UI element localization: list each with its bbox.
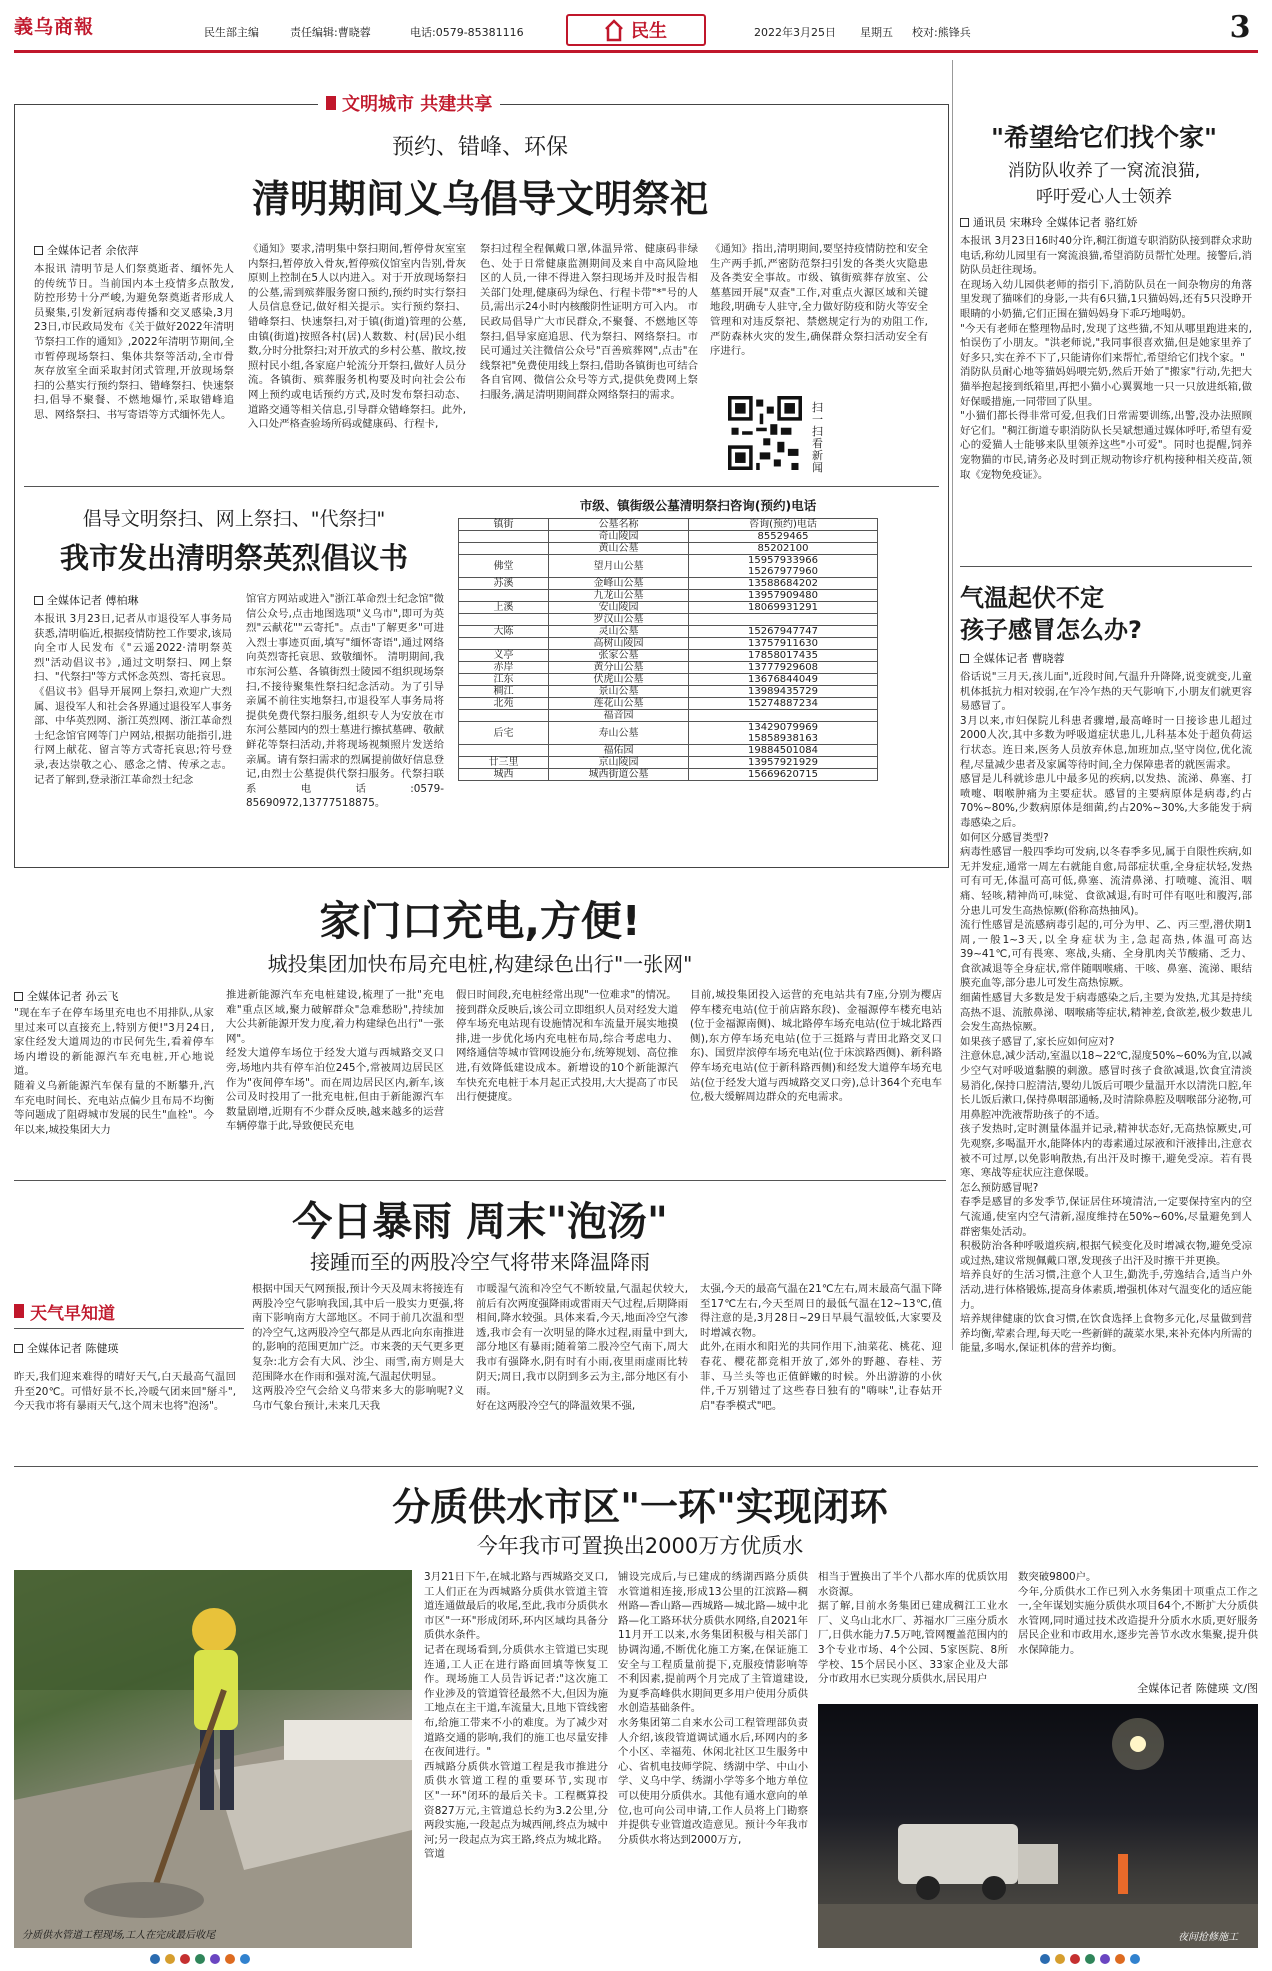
- article4-subtitle: 接踵而至的两股冷空气将带来降温降雨: [310, 1250, 650, 1274]
- article4-byline: 全媒体记者 陈健瑛: [14, 1340, 234, 1356]
- table-header: 咨询(预约)电话: [689, 519, 878, 531]
- night-scene-icon: [818, 1704, 1258, 1948]
- section-badge: [566, 14, 706, 46]
- house-icon: [605, 19, 623, 41]
- article3-col4: 目前,城投集团投入运营的充电站共有7座,分别为樱店停车楼充电站(位于前店路东段)、金福源停车楼充电站(位于金福源南侧)、城北路停车场充电站(位于城北路西侧),东方停车场充电站(位于三挺路与青田北路交叉口东)、国贸岸滨停车场充电站(位于床滨路西侧)、新科路停车场充电站(位于新科路西侧)和经发大道停车场充电站(位于经发大道与西城路交叉口旁),总计364个充电车位,极大缓解周边群众的充电需求。: [690, 989, 942, 1104]
- table-cell-town: 赤岸: [459, 662, 549, 674]
- construction-scene-icon: [14, 1570, 412, 1948]
- footer-dot-icon: [240, 1954, 250, 1964]
- article5-col3: 相当于置换出了半个八都水库的优质饮用水资源。 据了解,目前水务集团已建成稠江工业水厂、义乌山北水厂、苏福水厂三座分质水厂,日供水能力7.5万吨,管网覆盖范围内的3个专业市场、4个公园、5家医院、8所学校、15个居民小区、33家企业及大部分市政用水已实现分质供水,居民用户: [818, 1571, 1008, 1686]
- table-cell-phone: 13957921929: [689, 757, 878, 769]
- article4-title: 今日暴雨 周末"泡汤": [292, 1199, 668, 1245]
- masthead-rule: [14, 50, 1258, 53]
- table-cell-cemetery: 奇山陵园: [549, 531, 689, 543]
- footer-dot-icon: [1115, 1954, 1125, 1964]
- sidebar-column-rule: [952, 60, 953, 1350]
- qr-code-icon: [728, 396, 802, 470]
- table-row: [459, 590, 878, 602]
- label-square-icon: [326, 96, 336, 110]
- table-row: [459, 710, 878, 722]
- table-cell-cemetery: 莲花山公墓: [549, 698, 689, 710]
- article4-col3: 市暖湿气流和冷空气不断较量,气温起伏较大,前后有次两度强降雨或雷雨天气过程,后期降雨相间,降水较强。具体来看,今天,地面冷空气渗透,我市会有一次明显的降水过程,雨量中到大,部分地区有暴雨;随着第二股冷空气南下,周大我市有强降水,阴有时有小雨,夜里雨虚雨比转阴天;周日,我市以阴到多云为主,部分地区有小雨。 好在这两股冷空气的降温效果不强,: [476, 1283, 688, 1412]
- table-cell-town: 佛堂: [459, 555, 549, 578]
- table-cell-cemetery: 景山公墓: [549, 686, 689, 698]
- article5-title: 分质供水市区"一环"实现闭环: [392, 1485, 888, 1529]
- footer-dot-icon: [1055, 1954, 1065, 1964]
- table-cell-phone: [689, 710, 878, 722]
- table-cell-cemetery: 金峰山公墓: [549, 578, 689, 590]
- article3-col1: "现在车子在停车场里充电也不用排队,从家里过来可以直接充上,特别方便!"3月24日,家住经发大道周边的市民何先生,看着停车场内增设的新能源汽车充电桩,开心地说道。 随着义乌新能源汽车保有量的不断攀升,汽车充电时间长、充电站点偏少且布局不均衡等问题成了阻碍城市发展的民生"血栓"。今年以来,城投集团大力: [14, 1007, 214, 1136]
- table-cell-town: 义亭: [459, 650, 549, 662]
- article5-col2: 铺设完成后,与已建成的绣湖西路分质供水管道相连接,形成13公里的江滨路—稠州路—香山路—西城路—城北路—城中北路—化工路环状分质供水网络,自2021年11月开工以来,水务集团积极与相关部门协调沟通,不断优化施工方案,在保证施工安全与工程质量前提下,克服疫情影响等不利因素,提前两个月完成了主管道建设,为夏季高峰供水期间更多用户使用分质供水创造基础条件。 水务集团第二自来水公司工程管理部负责人介绍,该段管道调试通水后,环网内的多个小区、幸福苑、休闲北社区卫生服务中心、省机电技师学院、绣湖中学、中山小学、义乌中学、绣湖小学等多个地方单位可以使用分质供水。其他有通水意向的单位,也可向公司申请,工作人员将上门勘察并提供专业管道改造意见。预计今年我市分质供水将达到2000万方,: [618, 1571, 808, 1846]
- page-number: 3: [1229, 10, 1251, 45]
- table-cell-phone: 18069931291: [689, 602, 878, 614]
- newspaper-logo: 義乌商報: [14, 16, 95, 38]
- article4-col4: 太强,今天的最高气温在21℃左右,周末最高气温下降至17℃左右,今天至周日的最低气温在12~13℃,值得注意的是,3月28日~29日早晨气温较低,大家要及时增减衣物。 此外,在雨水和阳光的共同作用下,油菜花、桃花、迎春花、樱花都竞相开放了,郊外的野趣、春桂、芳菲、马兰头等也正值鲜嫩的时候。外出游游的小伙伴,千万别错过了这些春日独有的"嗨味",让春姑开启"春季模式"吧。: [700, 1283, 942, 1412]
- sidebar2-body: 俗话说"三月天,孩儿面",近段时间,气温升升降降,说变就变,儿童机体抵抗力相对较弱,在乍冷乍热的天气影响下,小朋友们就更容易感冒了。 3月以来,市妇保院儿科患者骤增,最高峰时一日接诊患儿超过2000人次,其中多数为呼吸道症状患儿,儿科基本处于超负荷运行状态。连日来,医务人员放弃休息,加班加点,坚守岗位,优化流程,尽量减少患者及家属等待时间,全力保障患者的就医需求。 感冒是儿科就诊患儿中最多见的疾病,以发热、流涕、鼻塞、打喷嚏、咽喉肿痛为主要症状。感冒的主要病原体是病毒,约占70%~80%,少数病原体是细菌,约占20%~30%,大多能发于病毒感染之后。 如何区分感冒类型? 病毒性感冒一般四季均可发病,以冬春季多见,属于自限性疾病,如无并发症,通常一周左右就能自愈,局部症状重,全身症状轻,发热可有可无,体温可高可低,鼻塞、流清鼻涕、打喷嚏、流泪、咽痛、轻咳,精神尚可,味觉、食欲减退,有时可伴有呕吐和腹泻,部分患儿可发生高热惊厥(俗称高热抽风)。 流行性感冒是流感病毒引起的,可分为甲、乙、丙三型,潜伏期1周,一般1~3天,以全身症状为主,急起高热,体温可高达39~41℃,可有畏寒、寒战,头痛、全身肌肉关节酸痛、乏力、食欲减退等全身症状,常伴随咽喉痛、干咳、鼻塞、流涕、眼结膜充血等,部分患儿可发生高热惊厥。 细菌性感冒大多数是发于病毒感染之后,主要为发热,尤其是持续高热不退、流脓鼻涕、咽喉痛等症状,精神差,食欲差,极少数患儿会发生高热惊厥。 如果孩子感冒了,家长应如何应对? 注意休息,减少活动,室温以18~22℃,湿度50%~60%为宜,以减少空气对呼吸道黏膜的刺激。感冒时孩子食欲减退,饮食宜清淡易消化,保持口腔清洁,婴幼儿饭后可喂少量温开水以清洗口腔,年长儿饭后漱口,保持鼻咽部通畅,及时清除鼻腔及咽喉部分泌物,可用鼻腔冲洗液帮助孩子的不适。 孩子发热时,定时测量体温并记录,精神状态好,无高热惊厥史,可先观察,多喝温开水,能降体内的毒素通过尿液和汗液排出,注意衣被不可过厚,以免影响散热,有出汗及时擦干,避免受凉。若有畏寒、寒战等症状应注意保暖。 怎么预防感冒呢? 春季是感冒的多发季节,保证居住环境清洁,一定要保持室内的空气流通,使室内空气清新,湿度维持在50%~60%,尽量避免到人群密集处活动。 积极防治各种呼吸道疾病,根据气候变化及时增减衣物,避免受凉或过热,建议常规佩戴口罩,发现孩子出汗及时擦干并更换。 培养良好的生活习惯,注意个人卫生,勤洗手,劳逸结合,适当户外活动,进行体格锻炼,提高身体素质,增强机体对气温变化的适应能力。 培养规律健康的饮食习惯,在饮食选择上食物多元化,尽量做到营养均衡,荤素合理,每天吃一些新鲜的蔬菜水果,来补充体内所需的能量,多喝水,保证机体的营养均衡。: [960, 671, 1252, 1355]
- issue-weekday: 星期五: [860, 26, 893, 39]
- sidebar2-title-1: 气温起伏不定: [960, 584, 1104, 612]
- article4-divider: [14, 1466, 1258, 1467]
- sidebar1-byline: 通讯员 宋琳玲 全媒体记者 骆红娇: [960, 214, 1250, 230]
- proofreader-credit: 校对:熊锋兵: [912, 26, 971, 39]
- table-cell-town: 稠江: [459, 686, 549, 698]
- table-cell-phone: 15274887234: [689, 698, 878, 710]
- footer-dot-icon: [1100, 1954, 1110, 1964]
- table-row: [459, 662, 878, 674]
- table-cell-phone: 13777929608: [689, 662, 878, 674]
- sidebar1-subtitle-1: 消防队收养了一窝流浪猫,: [1007, 161, 1201, 181]
- column-label-text: 天气早知道: [30, 1303, 115, 1324]
- qr-code: [728, 396, 802, 470]
- article2-subtitle: 倡导文明祭扫、网上祭扫、"代祭扫": [82, 508, 386, 530]
- article1-divider: [24, 486, 939, 487]
- table-row: [459, 555, 878, 578]
- footer-dot-icon: [150, 1954, 160, 1964]
- table-row: [459, 602, 878, 614]
- consult-table: [458, 518, 878, 862]
- table-cell-phone: 17858017435: [689, 650, 878, 662]
- footer-dot-icon: [180, 1954, 190, 1964]
- article5-col4: 数突破9800户。 今年,分质供水工作已列入水务集团十项重点工作之一,全年谋划实施分质供水项目64个,不断扩大分质供水管网,同时通过技术改造提升分质水水质,更好服务居民企业和市政用水,逐步完善节水改水集聚,提升供水保障能力。: [1018, 1571, 1258, 1656]
- table-cell-town: [459, 614, 549, 626]
- table-row: [459, 745, 878, 757]
- article1-title: 清明期间义乌倡导文明祭祀: [251, 177, 708, 221]
- weather-label-rule: [14, 1328, 244, 1329]
- table-cell-phone: 13429079969 15858938163: [689, 722, 878, 745]
- table-cell-phone: 13757911630: [689, 638, 878, 650]
- table-cell-town: 江东: [459, 674, 549, 686]
- article3-byline: 全媒体记者 孙云飞: [14, 988, 214, 1004]
- photo1-caption: 分质供水管道工程现场,工人在完成最后收尾: [22, 1930, 216, 1941]
- table-row: [459, 769, 878, 781]
- sidebar1-subtitle-2: 呼吁爱心人士领养: [1036, 187, 1172, 207]
- column-label-weather: [14, 1298, 115, 1324]
- article1-subtitle: 预约、错峰、环保: [391, 135, 568, 160]
- article2-col2: 馆官方网站或进入"浙江革命烈士纪念馆"微信公众号,点击地图选项"义乌市",即可为英烈"云献花""云寄托"。点击"了解更多"可进入烈士事迹页面,填写"缅怀寄语",通过网络向英烈寄托哀思、致敬缅怀。 清明期间,我市东河公墓、各镇街烈士陵园不组织现场祭扫,不接待聚集性祭扫纪念活动。为了引导亲属不前往实地祭扫,市退役军人事务局将提供免费代祭扫服务,组织专人为安放在市东河公墓园内的烈士墓进行擦拭墓碑、敬献鲜花等祭扫活动,并将现场视频照片发送给亲属。请有祭扫需求的烈属提前做好信息登记,由烈士公墓提供代祭扫服务。代祭扫联系电话:0579-85690972,13777518875。: [246, 593, 444, 810]
- footer-color-dots-left: [150, 1954, 250, 1964]
- section-name: 民生: [631, 21, 667, 42]
- table-header: 公墓名称: [549, 519, 689, 531]
- phone-credit: 电话:0579-85381116: [410, 26, 524, 39]
- table-cell-phone: 19884501084: [689, 745, 878, 757]
- article4-col2: 根据中国天气网预报,预计今天及周末将接连有两股冷空气影响我国,其中后一股实力更强,将南下影响南方大部地区。不同于前几次温和型的冷空气,这两股冷空气都是从西北向东南推进的,影响的范围更加广泛。市来袭的天气更多更复杂:北方会有大风、沙尘、雨雪,南方则是大范围降水在作雨和强对流,气温起伏明显。 这两股冷空气会给义乌带来多大的影响呢?义乌市气象台预计,未来几天我: [252, 1283, 464, 1412]
- table-cell-cemetery: 黄分山公墓: [549, 662, 689, 674]
- sidebar1-title: "希望给它们找个家": [990, 123, 1218, 152]
- article2-byline: 全媒体记者 傅柏琳: [34, 592, 234, 608]
- table-cell-cemetery: 寿山公墓: [549, 722, 689, 745]
- table-row: [459, 674, 878, 686]
- table-cell-phone: [689, 614, 878, 626]
- table-cell-cemetery: 安山陵园: [549, 602, 689, 614]
- table-cell-town: 北苑: [459, 698, 549, 710]
- footer-dot-icon: [1040, 1954, 1050, 1964]
- column-label-text: 文明城市 共建共享: [342, 94, 493, 115]
- table-cell-cemetery: 伏虎山公墓: [549, 674, 689, 686]
- table-cell-town: [459, 531, 549, 543]
- table-cell-cemetery: 京山陵园: [549, 757, 689, 769]
- table-cell-town: 上溪: [459, 602, 549, 614]
- article1-col1: 本报讯 清明节是人们祭奠逝者、缅怀先人的传统节日。当前国内本土疫情多点散发,防控形势十分严峻,为避免祭奠逝者形成人员聚集,引发新冠病毒传播和交叉感染,3月23日,市民政局发布《关于做好2022年清明节祭扫工作的通知》,2022年清明节期间,全市暂停现场祭扫、集体共祭等活动,全市骨灰存放室全面采取封闭式管理,开放现场祭扫的公墓实行预约祭扫、错峰祭扫、快速祭扫,倡导不聚餐、不燃地爆竹,采取错峰追思、网络祭扫、书写寄语等方式缅怀先人。: [34, 263, 234, 421]
- article3-title: 家门口充电,方便!: [319, 897, 641, 945]
- table-row: [459, 638, 878, 650]
- article4-col1: 昨天,我们迎来难得的晴好天气,白天最高气温回升至20℃。可惜好景不长,冷暖气团来回"掰斗",今天我市将有暴雨天气,这个周末也将"泡汤"。: [14, 1371, 236, 1413]
- duty-editor-credit: 责任编辑:曹晓蓉: [290, 26, 371, 39]
- consult-table-title: 市级、镇街级公墓清明祭扫咨询(预约)电话: [579, 498, 817, 513]
- table-row: [459, 531, 878, 543]
- article1-byline: 全媒体记者 余依萍: [34, 242, 234, 258]
- table-cell-phone: 85202100: [689, 543, 878, 555]
- table-cell-phone: 15267947747: [689, 626, 878, 638]
- table-cell-phone: 85529465: [689, 531, 878, 543]
- article5-col1: 3月21日下午,在城北路与西城路交叉口,工人们正在为西城路分质供水管道主管道连通做最后的收尾,至此,我市分质供水市区"一环"形成闭环,环内区域均具备分质供水条件。 记者在现场看到,分质供水主管道已实现连通,工人正在进行路面回填等恢复工作。现场施工人员告诉记者:"这次施工作业涉及的管道管径最然不大,但因为施工地点在主干道,车流量大,且地下管线密布,给施工带来不小的难度。为了减少对道路交通的影响,我们的施工也尽量安排在夜间进行。" 西城路分质供水管道工程是我市推进分质供水管道工程的重要环节,实现市区"一环"闭环的最后关卡。工程概算投资827万元,主管道总长约为3.2公里,分两段实施,一段起点为城西闸,终点为城中河;另一段起点为宾王路,终点为城北路。管道: [424, 1571, 608, 1861]
- table-cell-phone: 15957933966 15267977960: [689, 555, 878, 578]
- footer-dot-icon: [195, 1954, 205, 1964]
- label-square-icon: [14, 1304, 24, 1318]
- table-row: [459, 626, 878, 638]
- table-cell-phone: 13676844049: [689, 674, 878, 686]
- table-cell-town: 后宅: [459, 722, 549, 745]
- article2-title: 我市发出清明祭英烈倡议书: [59, 541, 408, 575]
- night-work-photo: [818, 1704, 1258, 1948]
- footer-dot-icon: [210, 1954, 220, 1964]
- article3-col2: 推进新能源汽车充电桩建设,梳理了一批"充电难"重点区域,聚力破解群众"急难愁盼",持续加大公共新能源开发力度,着力构建绿色出行"一张网"。 经发大道停车场位于经发大道与西城路交叉口旁,场地内共有停车泊位245个,常被周边居民区作为"夜间停车场"。而在周边居民区内,新车,该公司及时投用了一批充电桩,但由于新能源汽车数量剧增,近期有不少群众反映,越来越多的运营车辆停靠于此,导致便民充电: [226, 989, 444, 1133]
- construction-photo: [14, 1570, 412, 1948]
- photo2-caption: 夜间抢修施工: [1178, 1932, 1238, 1943]
- sidebar2-byline: 全媒体记者 曹晓蓉: [960, 650, 1250, 666]
- table-cell-cemetery: 黄山公墓: [549, 543, 689, 555]
- article5-byline: 全媒体记者 陈健瑛 文/图: [1137, 1682, 1258, 1695]
- footer-dot-icon: [1085, 1954, 1095, 1964]
- sidebar-divider: [960, 566, 1252, 567]
- sidebar1-body: 本报讯 3月23日16时40分许,稠江街道专职消防队接到群众求助电话,称幼儿园里有一窝流浪猫,希望消防员帮忙处理。接警后,消防队员赶往现场。 在现场入幼儿园供老师的指引下,消防队员在一间杂物房的角落里发现了猫咪们的身影,一共有6只猫,1只猫妈妈,还有5只没睁开眼睛的小奶猫,它们正围在猫妈妈身下乖巧地喝奶。 "今天有老师在整理物品时,发现了这些猫,不知从哪里跑进来的,怕误伤了小朋友。"洪老师说,"我同事很喜欢猫,但是她家里养了好多只,实在养不下了,只能请你们来帮忙,希望给它们找个家。" 消防队员耐心地等猫妈妈喂完奶,然后开始了"搬家"行动,先把大猫举抱起接到纸箱里,再把小猫小心翼翼地一只一只放进纸箱,做好保暖措施,一同带回了队里。 "小猫们都长得非常可爱,但我们日常需要训练,出警,没办法照顾好它们。"稠江街道专职消防队长吴斌想通过媒体呼吁,希望有爱心的爱猫人士能够来队里领养这些"小可爱"。同时也提醒,饲养宠物猫的市民,请务必及时到正规动物诊疗机构接种相关疫苗,领取《宠物免疫证》。: [960, 235, 1252, 481]
- footer-dot-icon: [1070, 1954, 1080, 1964]
- footer-dot-icon: [165, 1954, 175, 1964]
- table-row: [459, 578, 878, 590]
- table-row: [459, 650, 878, 662]
- article1-col2: 《通知》要求,清明集中祭扫期间,暂停骨灰室室内祭扫,暂停放入骨灰,暂停殡仪馆室内告别,骨灰原则上控制在5人以内进入。对于开放现场祭扫的公墓,需到殡葬服务窗口预约,预约时实行祭扫人员信息登记,做好相关提示。实行预约祭扫、错峰祭扫、快速祭扫,对于镇(街道)管理的公墓,由镇(街道)按照各村(居)人数数、村(居)民小组数,分时分批祭扫;对开放式的乡村公墓、散坟,按照村民小组,各家庭户轮流分开祭扫,做好人员分流。各镇街、殡葬服务机构要及时向社会公布网上预约或电话预约方式,及时发布祭扫动态、道路交通等相关信息,引导群众错峰祭扫。此外,入口处严格查验场所码或健康码、行程卡,: [248, 243, 466, 431]
- table-cell-town: [459, 745, 549, 757]
- table-cell-town: 廿三里: [459, 757, 549, 769]
- column-label-civilization: [318, 90, 500, 116]
- article2-col1: 本报讯 3月23日,记者从市退役军人事务局获悉,清明临近,根据疫情防控工作要求,该局向全市人民发布《"云遥2022·清明祭英烈"活动倡议书》,通过文明祭扫、网上祭扫、"代祭扫"等方式怀念英烈、寄托哀思。 《倡议书》倡导开展网上祭扫,欢迎广大烈属、退役军人和社会各界通过退役军人事务部、中华英烈网、浙江英烈网、浙江革命烈士纪念馆官网等门户网站,根据功能指引,进行网上献花、留言等方式寄托哀思;符号登录,表达崇敬之心、感念之情、传承之志。记者了解到,登录浙江革命烈士纪念: [34, 613, 232, 786]
- article3-subtitle: 城投集团加快布局充电桩,构建绿色出行"一张网": [267, 952, 693, 976]
- table-row: [459, 722, 878, 745]
- footer-dot-icon: [1130, 1954, 1140, 1964]
- table-row: [459, 543, 878, 555]
- article1-col3: 祭扫过程全程佩戴口罩,体温异常、健康码非绿色、处于日常健康监测期间及来自中高风险地区的人员,一律不得进入祭扫现场并及时报告相关部门处理,健康码为绿色、行程卡带"*"号的人员,需出示24小时内核酸阴性证明方可入内。 市民政局倡导广大市民群众,不聚餐、不燃地区等祭扫,倡导家庭追思、代为祭扫、网络祭扫。市民可通过关注微信公众号"百善殡葬网",点击"在线祭祀"免费使用线上祭扫,借助各镇街也可结合各自官网、微信公众号等方式,提供免费网上祭扫服务,满足清明期间群众网络祭扫的需求。: [480, 243, 698, 401]
- table-cell-phone: 13989435729: [689, 686, 878, 698]
- table-row: [459, 614, 878, 626]
- article1-col4: 《通知》指出,清明期间,要坚持疫情防控和安全生产两手抓,严密防范祭扫引发的各类火灾隐患及各类安全事故。市级、镇街殡葬存放室、公墓墓园开展"双查"工作,对重点火源区域和关键地段,明确专人驻守,全力做好防疫和防火等安全管理和对违反祭祀、禁燃规定行为的劝阻工作,严防森林火灾的发生,确保群众祭扫活动安全有序进行。: [710, 243, 928, 358]
- table-cell-town: [459, 590, 549, 602]
- table-cell-cemetery: 福佑园: [549, 745, 689, 757]
- table-cell-cemetery: 城西街道公墓: [549, 769, 689, 781]
- table-cell-phone: 13957909480: [689, 590, 878, 602]
- table-header: 镇街: [459, 519, 549, 531]
- table-cell-cemetery: 九龙山公墓: [549, 590, 689, 602]
- table-cell-cemetery: 望月山公墓: [549, 555, 689, 578]
- footer-color-dots-right: [1040, 1954, 1140, 1964]
- table-cell-cemetery: 福音园: [549, 710, 689, 722]
- table-cell-cemetery: 张家公墓: [549, 650, 689, 662]
- article5-subtitle: 今年我市可置换出2000万方优质水: [476, 1534, 804, 1558]
- qr-caption: 扫一扫 看新闻: [812, 401, 823, 474]
- table-cell-town: [459, 543, 549, 555]
- table-cell-town: 苏溪: [459, 578, 549, 590]
- table-row: [459, 698, 878, 710]
- table-cell-phone: 15669620715: [689, 769, 878, 781]
- article3-divider: [14, 1180, 946, 1181]
- table-cell-town: [459, 638, 549, 650]
- table-cell-cemetery: 灵山公墓: [549, 626, 689, 638]
- issue-date: 2022年3月25日: [754, 26, 836, 39]
- table-row: [459, 686, 878, 698]
- sidebar2-title-2: 孩子感冒怎么办?: [960, 616, 1142, 644]
- table-cell-cemetery: 高树山陵园: [549, 638, 689, 650]
- editor-credit: 民生部主编: [204, 26, 259, 39]
- table-cell-town: [459, 710, 549, 722]
- table-row: [459, 757, 878, 769]
- footer-dot-icon: [225, 1954, 235, 1964]
- table-cell-town: 大陈: [459, 626, 549, 638]
- table-cell-phone: 13588684202: [689, 578, 878, 590]
- article3-col3: 假日时间段,充电桩经常出现"一位难求"的情况。 接到群众反映后,该公司立即组织人员对经发大道停车场充电站现有设施情况和车流量开展实地摸排,进一步优化场内充电桩布局,综合考虑电力、网络通信等城市管网设施分布,统筹规划、高位推进,有效降低建设成本。新增设的10个新能源汽车快充充电桩于本月起正式投用,大大提高了市民出行便捷度。: [456, 989, 678, 1104]
- table-cell-town: 城西: [459, 769, 549, 781]
- table-cell-cemetery: 罗汉山公墓: [549, 614, 689, 626]
